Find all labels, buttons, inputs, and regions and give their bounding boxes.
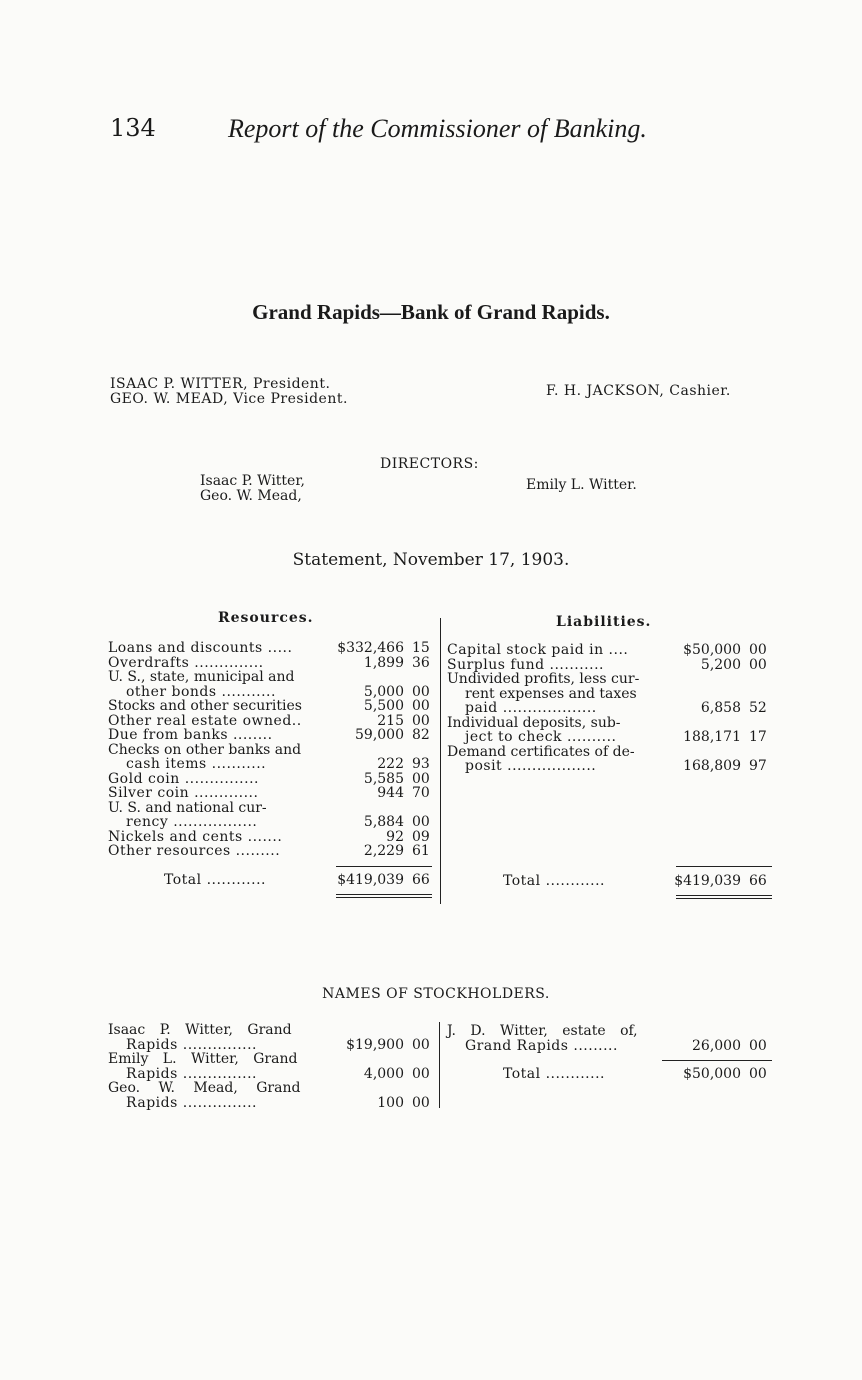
- table-row: [108, 815, 436, 830]
- row-label: Isaac P. Witter, Grand: [108, 1022, 292, 1038]
- table-row: [108, 1038, 436, 1053]
- table-row: [108, 699, 436, 714]
- row-dollars: 168,809: [683, 758, 741, 774]
- row-dollars: [327, 801, 412, 816]
- director-name: Emily L. Witter.: [526, 477, 637, 493]
- president-line: ISAAC P. WITTER, President.: [110, 376, 331, 392]
- row-dollars: 5,200: [700, 656, 741, 673]
- row-dollars: [334, 1052, 412, 1067]
- resources-total: [108, 873, 436, 888]
- row-dollars: 4,000: [363, 1065, 404, 1082]
- total-label: Total ............: [503, 1066, 605, 1082]
- row-cents: 36: [412, 654, 430, 671]
- row-label: Due from banks ........: [108, 727, 273, 743]
- resources-heading: Resources.: [218, 610, 314, 626]
- row-cents: 52: [749, 700, 767, 716]
- total-dollars: $419,039: [337, 872, 404, 888]
- table-row: [108, 844, 436, 859]
- total-cents: 00: [749, 1066, 767, 1082]
- row-label: posit ..................: [465, 758, 597, 774]
- liabilities-total: [447, 874, 773, 889]
- table-row: [447, 1039, 773, 1054]
- row-cents: 09: [412, 828, 430, 845]
- row-cents: 00: [749, 1037, 767, 1054]
- row-cents: 93: [412, 756, 430, 772]
- total-label: Total ............: [164, 872, 266, 888]
- row-label: Nickels and cents .......: [108, 828, 283, 845]
- table-row: [447, 1024, 773, 1039]
- row-label: Other resources .........: [108, 843, 281, 859]
- liabilities-table: [447, 643, 773, 774]
- stockholders-total: [447, 1067, 773, 1082]
- row-cents: [412, 1052, 436, 1067]
- table-row: [108, 656, 436, 671]
- row-cents: 00: [412, 770, 430, 787]
- row-cents: [749, 716, 773, 731]
- officers-left: [110, 377, 348, 407]
- row-cents: [412, 801, 436, 816]
- row-dollars: [672, 745, 749, 760]
- row-dollars: 188,171: [683, 729, 741, 745]
- row-label: Stocks and other securities: [108, 698, 302, 714]
- row-label: Silver coin .............: [108, 785, 259, 801]
- row-dollars: 5,500: [363, 698, 404, 714]
- row-label: U. S., state, municipal and: [108, 669, 295, 685]
- row-dollars: $50,000: [683, 642, 741, 658]
- row-label: J. D. Witter, estate of,: [447, 1023, 638, 1039]
- row-dollars: [672, 672, 749, 687]
- director-name: Isaac P. Witter,: [200, 473, 305, 489]
- stockholders-left-table: [108, 1023, 436, 1110]
- statement-date: Statement, November 17, 1903.: [292, 550, 570, 570]
- liabilities-heading: Liabilities.: [556, 614, 652, 630]
- row-label: Overdrafts ..............: [108, 654, 264, 671]
- row-label: Emily L. Witter, Grand: [108, 1051, 298, 1067]
- row-cents: 00: [412, 698, 430, 714]
- row-dollars: [672, 687, 749, 702]
- table-row: [108, 1023, 436, 1038]
- total-label: Total ............: [503, 873, 605, 889]
- row-label: rency .................: [126, 814, 258, 830]
- resources-total-rule: [336, 866, 432, 867]
- stockholders-heading: NAMES OF STOCKHOLDERS.: [322, 986, 550, 1002]
- page-number: 134: [110, 114, 156, 142]
- row-cents: [749, 1024, 773, 1039]
- total-cents: 66: [749, 873, 767, 889]
- table-row: [108, 786, 436, 801]
- table-row: [447, 759, 773, 774]
- row-label: Undivided profits, less cur-: [447, 671, 640, 687]
- total-row: [108, 873, 436, 888]
- table-row: [108, 685, 436, 700]
- row-cents: [412, 1023, 436, 1038]
- row-cents: 00: [412, 1065, 430, 1082]
- row-cents: [412, 1081, 436, 1096]
- row-dollars: [334, 1081, 412, 1096]
- row-dollars: 100: [377, 1094, 404, 1111]
- stockholders-divider: [439, 1022, 440, 1108]
- column-divider: [440, 618, 441, 904]
- row-dollars: 92: [386, 828, 404, 845]
- row-label: Rapids ...............: [126, 1094, 257, 1111]
- stockholders-right-table: [447, 1024, 773, 1053]
- row-dollars: 222: [377, 756, 404, 772]
- liabilities-double-rule: [676, 895, 772, 899]
- table-row: [447, 658, 773, 673]
- table-row: [108, 641, 436, 656]
- row-cents: 70: [412, 785, 430, 801]
- table-row: [108, 728, 436, 743]
- row-dollars: [327, 670, 412, 685]
- table-row: [447, 701, 773, 716]
- directors-heading: DIRECTORS:: [380, 456, 479, 472]
- row-dollars: [327, 743, 412, 758]
- liabilities-total-rule: [676, 866, 772, 867]
- row-cents: 00: [749, 642, 767, 658]
- row-cents: [412, 743, 436, 758]
- table-row: [108, 1052, 436, 1067]
- total-row: [447, 1067, 773, 1082]
- row-label: Rapids ...............: [126, 1036, 257, 1053]
- row-label: Other real estate owned..: [108, 712, 302, 729]
- row-label: ject to check ..........: [465, 729, 617, 745]
- total-row: [447, 874, 773, 889]
- director-name: Geo. W. Mead,: [200, 488, 302, 504]
- row-label: Surplus fund ...........: [447, 656, 604, 673]
- table-row: [108, 743, 436, 758]
- row-cents: 00: [412, 1036, 430, 1053]
- row-dollars: 6,858: [700, 700, 741, 716]
- row-label: Demand certificates of de-: [447, 743, 635, 760]
- row-cents: 17: [749, 729, 767, 745]
- row-label: other bonds ...........: [126, 683, 276, 700]
- row-dollars: [334, 1023, 412, 1038]
- running-title: Report of the Commissioner of Banking.: [228, 114, 647, 143]
- row-label: Geo. W. Mead, Grand: [108, 1080, 301, 1096]
- row-dollars: [679, 1024, 749, 1039]
- row-cents: 00: [412, 683, 430, 700]
- row-label: Rapids ...............: [126, 1065, 257, 1082]
- row-cents: 15: [412, 640, 430, 656]
- row-cents: [749, 672, 773, 687]
- row-dollars: 2,229: [363, 843, 404, 859]
- row-label: Gold coin ...............: [108, 770, 259, 787]
- total-dollars: $419,039: [674, 873, 741, 889]
- row-label: paid ...................: [465, 700, 597, 716]
- row-label: cash items ...........: [126, 756, 267, 772]
- table-row: [108, 757, 436, 772]
- row-cents: [749, 745, 773, 760]
- row-cents: 00: [412, 1094, 430, 1111]
- row-label: Grand Rapids .........: [465, 1037, 618, 1054]
- row-dollars: $19,900: [346, 1036, 404, 1053]
- table-row: [108, 670, 436, 685]
- total-dollars: $50,000: [683, 1066, 741, 1082]
- table-row: [108, 714, 436, 729]
- row-dollars: 26,000: [692, 1037, 741, 1054]
- table-row: [447, 687, 773, 702]
- table-row: [108, 1067, 436, 1082]
- table-row: [108, 801, 436, 816]
- vice-president-line: GEO. W. MEAD, Vice President.: [110, 391, 348, 407]
- row-cents: 00: [412, 712, 430, 729]
- row-cents: [749, 687, 773, 702]
- table-row: [108, 1081, 436, 1096]
- table-row: [108, 772, 436, 787]
- row-dollars: 215: [377, 712, 404, 729]
- row-dollars: 59,000: [355, 727, 404, 743]
- row-cents: [412, 670, 436, 685]
- table-row: [447, 745, 773, 760]
- row-label: Loans and discounts .....: [108, 640, 293, 656]
- row-dollars: 5,585: [363, 770, 404, 787]
- row-dollars: 944: [377, 785, 404, 801]
- table-row: [447, 643, 773, 658]
- row-dollars: $332,466: [337, 640, 404, 656]
- row-cents: 82: [412, 727, 430, 743]
- table-row: [108, 830, 436, 845]
- row-label: Individual deposits, sub-: [447, 714, 621, 731]
- cashier-line: F. H. JACKSON, Cashier.: [546, 383, 731, 399]
- row-cents: 00: [749, 656, 767, 673]
- directors-left: [200, 474, 305, 504]
- row-label: Capital stock paid in ....: [447, 642, 629, 658]
- row-dollars: 5,000: [363, 683, 404, 700]
- total-cents: 66: [412, 872, 430, 888]
- table-row: [447, 730, 773, 745]
- table-row: [447, 716, 773, 731]
- table-row: [447, 672, 773, 687]
- table-row: [108, 1096, 436, 1111]
- resources-double-rule: [336, 894, 432, 898]
- row-cents: 00: [412, 814, 430, 830]
- stockholders-total-rule: [662, 1060, 772, 1061]
- resources-table: [108, 641, 436, 859]
- row-label: U. S. and national cur-: [108, 799, 267, 816]
- row-cents: 97: [749, 758, 767, 774]
- bank-title: Grand Rapids—Bank of Grand Rapids.: [252, 300, 610, 324]
- row-dollars: 5,884: [363, 814, 404, 830]
- row-label: rent expenses and taxes: [465, 685, 637, 702]
- row-dollars: 1,899: [363, 654, 404, 671]
- row-dollars: [672, 716, 749, 731]
- row-label: Checks on other banks and: [108, 741, 302, 758]
- row-cents: 61: [412, 843, 430, 859]
